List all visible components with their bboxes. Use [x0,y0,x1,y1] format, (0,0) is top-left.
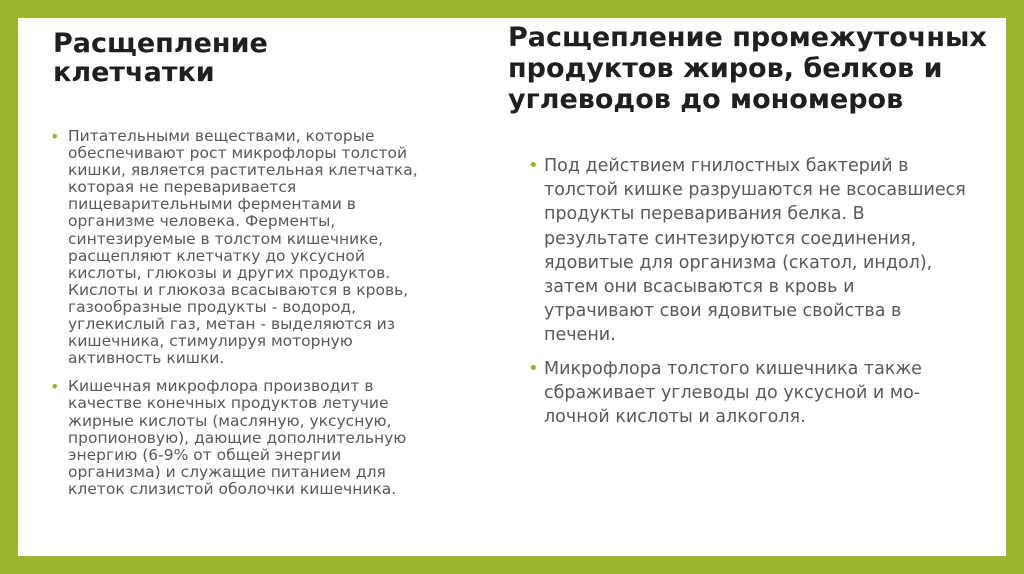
left-title: Расщепление клетчатки [53,28,268,88]
bullet-text: Под действием гнилостных бактерий в толстой кишке разрушаются не всосавшиеся продукты переваривания белка. В результате синтезируются соединения, ядовитые для организма (скатол, индол), затем они всасываются в кровь и утрачивают свои ядовитые свойства в печени. [544,156,966,346]
bullet-text: Микрофлора толстого кишечника также сбраживает углеводы до уксусной и мо-лочной кислоты и алкоголя. [544,358,922,428]
bullet-dot-icon: • [50,377,60,397]
bullet-dot-icon: • [528,357,539,379]
list-item [50,378,435,498]
bullet-text: Кишечная микрофлора производит в качестве конечных продуктов летучие жирные кислоты (масляную, уксусную, пропионовую), дающие дополнительную энергию (6-9% от общей энергии организма) и служащие питанием для клеток слизистой оболочки кишечника. [68,377,407,498]
bullet-dot-icon: • [528,155,539,176]
list-item [50,128,435,367]
slide [18,18,1006,556]
list-item [530,154,970,348]
bullet-dot-icon: • [50,127,60,146]
right-bullet-list [530,154,970,438]
left-bullet-list [50,128,435,509]
list-item [530,357,970,430]
right-title: Расщепление промежуточных продуктов жиров, белков и углеводов до мономеров [508,22,987,115]
bullet-text: Питательными веществами, которые обеспечивают рост микрофлоры толстой кишки, является растительная клетчатка, которая не переваривается пищеварительными ферментами в организме человека. Ферменты, синтезируемые в толстом кишечнике, расщепляют клетчатку до уксусной кислоты, глюкозы и других продуктов. Кислоты и глюкоза всасываются в кровь, газообразные продукты - водород, углекислый газ, метан - выделяются из кишечника, стимулируя моторную активность кишки. [68,127,418,368]
